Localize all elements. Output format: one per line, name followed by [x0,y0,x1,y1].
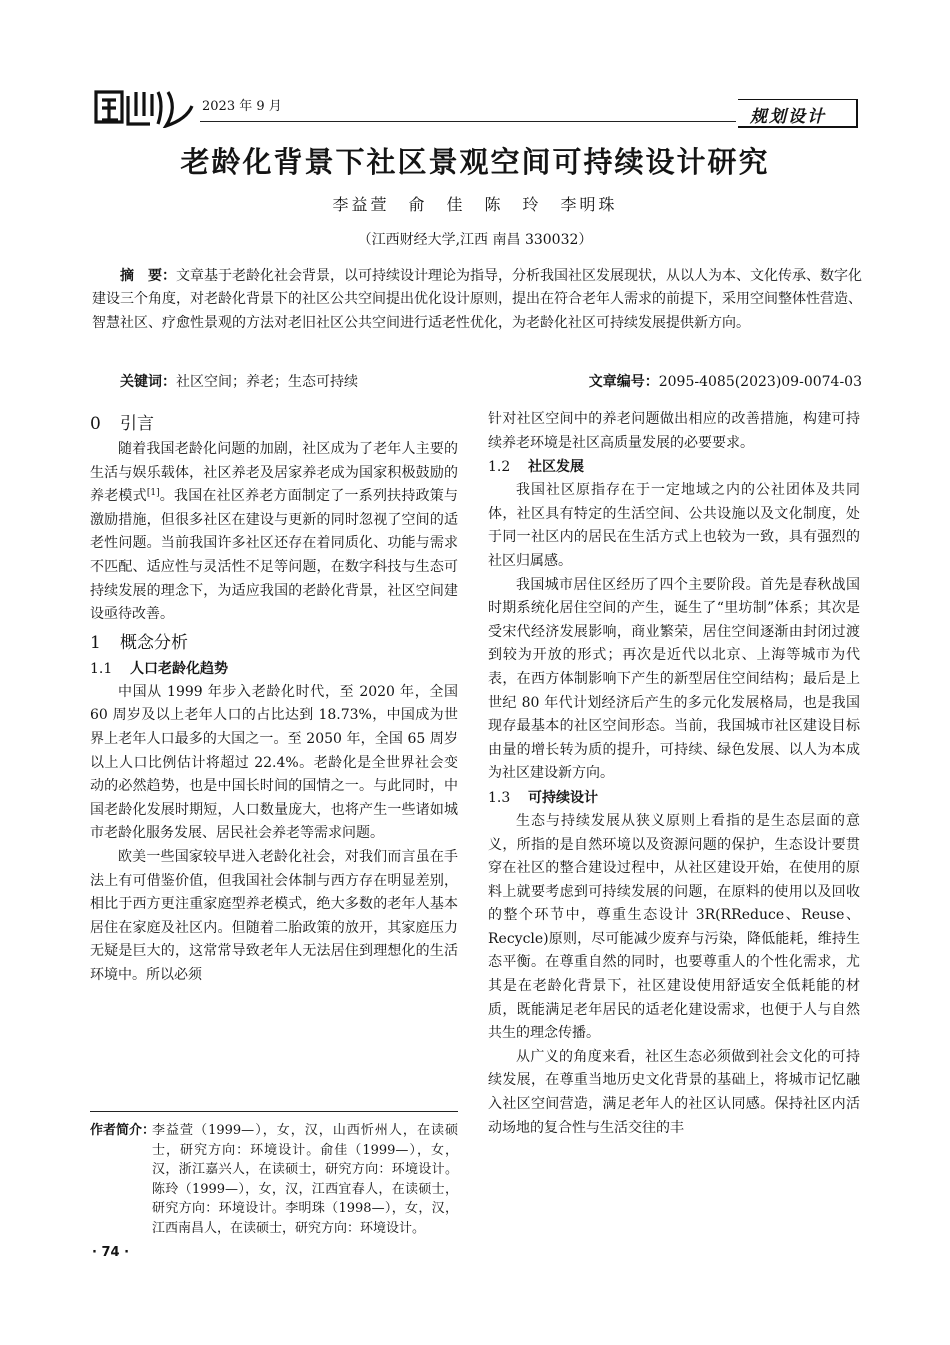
article-title: 老龄化背景下社区景观空间可持续设计研究 [180,145,770,179]
heading-text: 人口老龄化趋势 [130,660,228,677]
left-column [90,408,458,987]
article-number-label: 文章编号： [588,374,659,390]
footnote-label: 作者简介： [90,1123,156,1138]
paragraph-intro [90,438,458,627]
keywords-label: 关键词： [120,374,176,390]
author-bio-footnote [90,1121,458,1238]
article-number-value: 2095-4085(2023)09-0074-03 [658,374,862,390]
heading-number: 1.2 [488,459,511,476]
heading-number: 1 [90,632,101,653]
abstract-label: 摘 要： [120,268,176,284]
keywords-text: 社区空间；养老；生态可持续 [176,374,358,390]
subheading-sustainable-design [488,786,860,810]
heading-number: 1.3 [488,789,511,806]
heading-text: 社区发展 [528,459,584,476]
paragraph: 我国城市居住区经历了四个主要阶段。首先是春秋战国时期系统化居住空间的产生，诞生了“里坊制”体系；其次是受宋代经济发展影响，商业繁荣，居住空间逐渐由封闭过渡到较为开放的形式；再次是近代以北京、上海等城市为代表，在西方体制影响下产生的新型居住空间结构；最后是上世纪 80 年代计划经济后产生的多元化发展格局，也是我国现存最基本的社区空间形态。当前，我国城市社区建设目标由量的增长转为质的提升，可持续、绿色发展、以人为本成为社区建设新方向。 [488,576,860,782]
paragraph: 生态与持续发展从狭义原则上看指的是生态层面的意义，所指的是自然环境以及资源问题的保护，生态设计要贯穿在社区的整合建设过程中，从社区建设开始，在使用的原料上就要考虑到可持续发展的问题，在原料的使用以及回收的整个环节中，尊重生态设计 3R(RReduce、Reuse、Recycle)原则，尽可能减少废弃与污染，降低能耗，维持生态平衡。在尊重自然的同时，也要尊重人的个性化需求，尤其是在老龄化背景下，社区建设使用舒适安全低耗能的材质，既能满足老年居民的适老化建设需求，也便于人与自然共生的理念传播。 [488,812,860,1042]
author-list: 李益萱 俞 佳 陈 玲 李明珠 [332,195,618,214]
heading-introduction [90,410,458,438]
citation-ref[interactable]: [1] [146,488,160,499]
paragraph-text: 。我国在社区养老方面制定了一系列扶持政策与激励措施，但很多社区在建设与更新的同时忽视了空间的适老性问题。当前我国许多社区还存在着同质化、功能与需求不匹配、适应性与灵活性不足等问题，在数字科技与生态可持续发展的理念下，为适应我国的老龄化背景，社区空间建设亟待改善。 [90,488,459,623]
subheading-community-development [488,455,860,479]
abstract [92,265,862,335]
heading-number: 1.1 [90,660,113,677]
subheading-aging-trend [90,657,458,681]
heading-concept-analysis [90,629,458,657]
header-divider [200,121,736,122]
paragraph: 针对社区空间中的养老问题做出相应的改善措施，构建可持续养老环境是社区高质量发展的必要要求。 [488,411,860,451]
footnote-text: 李益萱（1999—），女，汉，山西忻州人，在读硕士，研究方向：环境设计。俞佳（1999—），女，汉，浙江嘉兴人，在读硕士，研究方向：环境设计。陈玲（1999—），女，汉，江西宜春人，在读硕士，研究方向：环境设计。李明珠（1998—），女，汉，江西南昌人，在读硕士，研究方向：环境设计。 [152,1123,458,1236]
paragraph: 我国社区原指存在于一定地域之内的公社团体及共同体，社区具有特定的生活空间、公共设施以及文化制度，处于同一社区内的居民在生活方式上也较为一致，具有强烈的社区归属感。 [488,482,860,569]
section-tag-label: 规划设计 [750,107,826,127]
right-column [488,408,860,1140]
heading-text: 可持续设计 [528,789,598,806]
footnote-divider [90,1111,458,1112]
article-number [589,371,862,391]
page-number: · 74 · [92,1245,130,1260]
heading-number: 0 [90,414,101,434]
paragraph: 中国从 1999 年步入老龄化时代，至 2020 年，全国 60 周岁及以上老年人口的占比达到 18.73%，中国成为世界上老年人口最多的大国之一。至 2050 年，全国 65 周岁以上人口比例估计将超过 22.4%。老龄化是全世界社会变动的必然趋势，也是中国长时间的国情之一。与此同时，中国老龄化发展时期短，人口数量庞大，也将产生一些诸如城市老龄化服务发展、居民社会养老等需求问题。 [90,683,458,842]
issue-date: 2023 年 9 月 [202,99,282,114]
paragraph: 欧美一些国家较早进入老龄化社会，对我们而言虽在手法上有可借鉴价值，但我国社会体制与西方存在明显差别，相比于西方更注重家庭型养老模式，绝大多数的老年人基本居住在家庭及社区内。但随着二胎政策的放开，其家庭压力无疑是巨大的，这常常导致老年人无法居住到理想化的生活环境中。所以必须 [90,848,458,983]
keywords-row [120,371,862,391]
journal-logo [92,86,196,128]
abstract-text: 文章基于老龄化社会背景，以可持续设计理论为指导，分析我国社区发展现状，从以人为本、文化传承、数字化建设三个角度，对老龄化背景下的社区公共空间提出优化设计原则，提出在符合老年人需求的前提下，采用空间整体性营造、智慧社区、疗愈性景观的方法对老旧社区公共空间进行适老性优化，为老龄化社区可持续发展提供新方向。 [92,268,862,331]
heading-text: 引言 [120,414,154,434]
affiliation: （江西财经大学,江西 南昌 330032） [357,232,593,248]
section-tag [738,99,860,129]
heading-text: 概念分析 [120,632,188,653]
paragraph: 从广义的角度来看，社区生态必须做到社会文化的可持续发展，在尊重当地历史文化背景的基础上，将城市记忆融入社区空间营造，满足老年人的社区认同感。保持社区内活动场地的复合性与生活交往的丰 [488,1048,860,1136]
paragraph-text: 随着我国老龄化问题的加剧，社区成为了老年人主要的生活与娱乐载体，社区养老及居家养老成为国家积极鼓励的养老模式 [90,441,458,505]
